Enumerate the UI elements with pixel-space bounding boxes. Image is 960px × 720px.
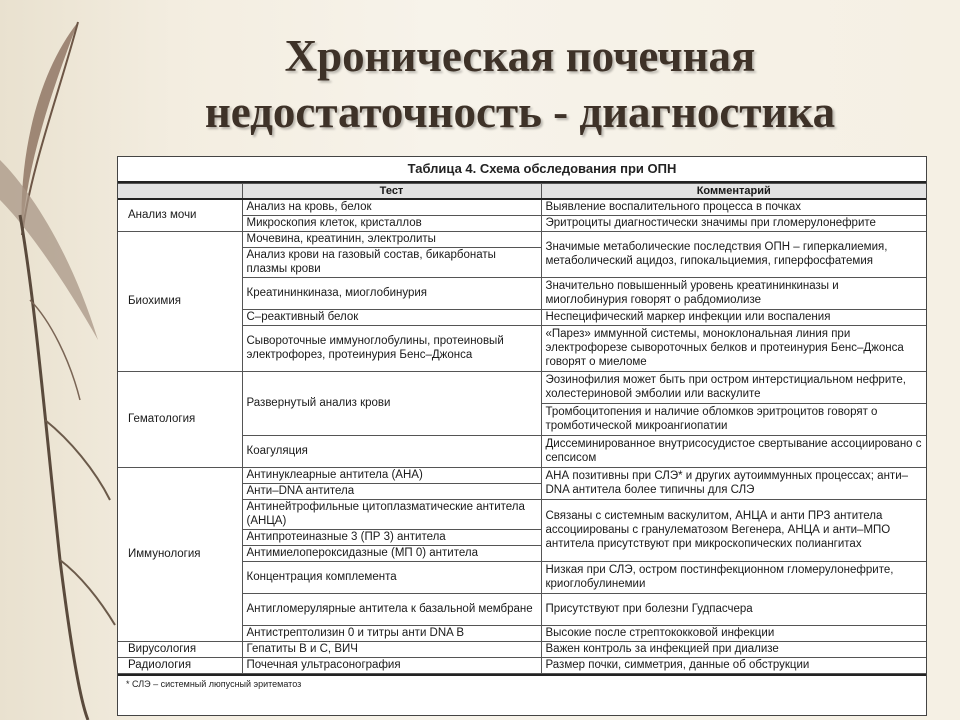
- test-cell: Почечная ультрасонография: [242, 657, 541, 673]
- test-cell: Анти–DNA антитела: [242, 483, 541, 499]
- examination-table: [118, 183, 926, 674]
- table-row: [118, 657, 926, 673]
- comment-cell: Низкая при СЛЭ, остром постинфекционном гломерулонефрите, криоглобулинемии: [541, 561, 926, 593]
- comment-cell: Важен контроль за инфекцией при диализе: [541, 641, 926, 657]
- test-cell: Сывороточные иммуноглобулины, протеиновый электрофорез, протеинурия Бенс–Джонса: [242, 325, 541, 371]
- test-cell: Гепатиты В и С, ВИЧ: [242, 641, 541, 657]
- test-cell: Коагуляция: [242, 435, 541, 467]
- comment-cell: Значительно повышенный уровень креатининкиназы и миоглобинурия говорят о рабдомиолизе: [541, 277, 926, 309]
- test-cell: Креатининкиназа, миоглобинурия: [242, 277, 541, 309]
- header-comment: Комментарий: [541, 184, 926, 200]
- test-cell: С–реактивный белок: [242, 309, 541, 325]
- test-cell: Развернутый анализ крови: [242, 371, 541, 435]
- title-line-1: Хроническая почечная: [284, 31, 756, 81]
- header-empty: [118, 184, 242, 200]
- comment-cell: Размер почки, симметрия, данные об обструкции: [541, 657, 926, 673]
- test-cell: Антинуклеарные антитела (АНА): [242, 467, 541, 483]
- comment-cell: Неспецифический маркер инфекции или воспаления: [541, 309, 926, 325]
- comment-cell: Высокие после стрептококковой инфекции: [541, 625, 926, 641]
- category-cell: Гематология: [118, 371, 242, 467]
- table-row: [118, 199, 926, 215]
- table-row: [118, 231, 926, 247]
- table-row: [118, 371, 926, 403]
- test-cell: Концентрация комплемента: [242, 561, 541, 593]
- category-cell: Анализ мочи: [118, 199, 242, 231]
- title-line-2: недостаточность - диагностика: [204, 87, 836, 137]
- comment-cell: Присутствуют при болезни Гудпасчера: [541, 593, 926, 625]
- test-cell: Мочевина, креатинин, электролиты: [242, 231, 541, 247]
- comment-cell: «Парез» иммунной системы, моноклональная линия при электрофорезе сывороточных белков и протеинурия Бенс–Джонса говорят о миеломе: [541, 325, 926, 371]
- comment-cell: Связаны с системным васкулитом, АНЦА и анти ПРЗ антитела ассоциированы с гранулематозом Вегенера, АНЦА и анти–МПО антитела присутствуют при микроскопических полиангитах: [541, 499, 926, 561]
- category-cell: Иммунология: [118, 467, 242, 641]
- header-test: Тест: [242, 184, 541, 200]
- table-caption: Таблица 4. Схема обследования при ОПН: [118, 157, 926, 183]
- examination-table-document: [117, 156, 927, 716]
- table-footnote: * СЛЭ – системный люпусный эритематоз: [118, 674, 926, 692]
- comment-cell: Эритроциты диагностически значимы при гломерулонефрите: [541, 215, 926, 231]
- comment-cell: Выявление воспалительного процесса в почках: [541, 199, 926, 215]
- category-cell: Вирусология: [118, 641, 242, 657]
- test-cell: Антимиелопероксидазные (МП 0) антитела: [242, 545, 541, 561]
- test-cell: Анализ крови на газовый состав, бикарбонаты плазмы крови: [242, 247, 541, 277]
- test-cell: Антипротеиназные 3 (ПР 3) антитела: [242, 529, 541, 545]
- slide-title: [100, 28, 940, 140]
- table-row: [118, 641, 926, 657]
- test-cell: Антигломерулярные антитела к базальной мембране: [242, 593, 541, 625]
- comment-cell: Значимые метаболические последствия ОПН – гиперкалиемия, метаболический ацидоз, гипокальциемия, гиперфосфатемия: [541, 231, 926, 277]
- comment-cell: Тромбоцитопения и наличие обломков эритроцитов говорят о тромботической микроангиопатии: [541, 403, 926, 435]
- test-cell: Анализ на кровь, белок: [242, 199, 541, 215]
- test-cell: Антистрептолизин 0 и титры анти DNA В: [242, 625, 541, 641]
- test-cell: Антинейтрофильные цитоплазматические антитела (АНЦА): [242, 499, 541, 529]
- table-header-row: [118, 184, 926, 200]
- test-cell: Микроскопия клеток, кристаллов: [242, 215, 541, 231]
- category-cell: Радиология: [118, 657, 242, 673]
- category-cell: Биохимия: [118, 231, 242, 371]
- comment-cell: АНА позитивны при СЛЭ* и других аутоиммунных процессах; анти– DNA антитела более типичны для СЛЭ: [541, 467, 926, 499]
- comment-cell: Диссеминированное внутрисосудистое свертывание ассоциировано с сепсисом: [541, 435, 926, 467]
- comment-cell: Эозинофилия может быть при остром интерстициальном нефрите, холестериновой эмболии или васкулите: [541, 371, 926, 403]
- table-row: [118, 467, 926, 483]
